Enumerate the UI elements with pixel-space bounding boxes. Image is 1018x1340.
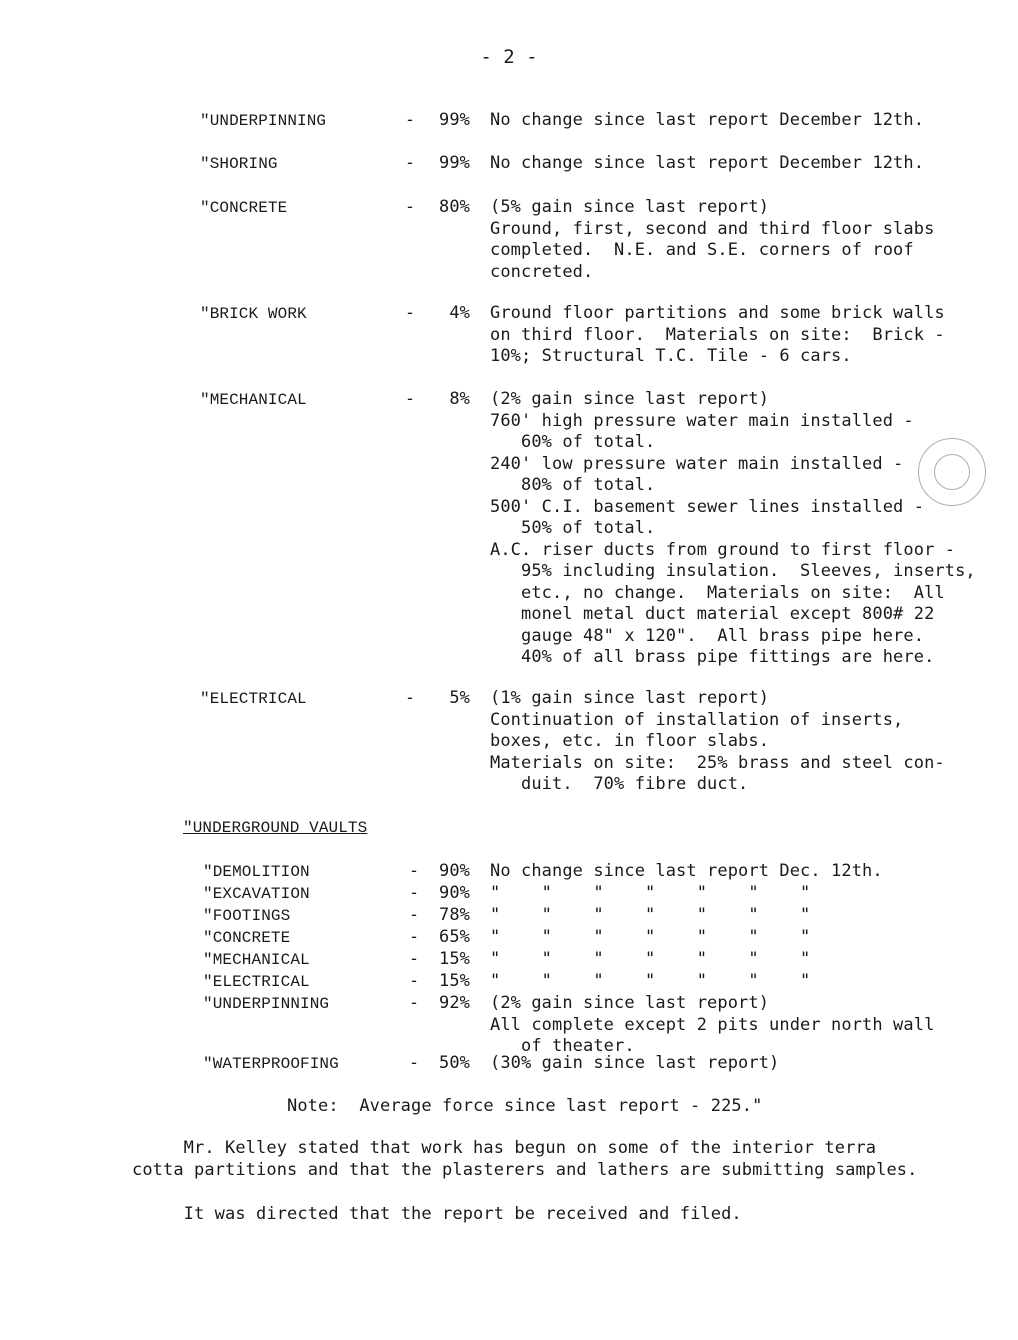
- item-description-line: No change since last report December 12th.: [490, 110, 925, 130]
- item-dash: -: [404, 389, 416, 409]
- item-description-line: completed. N.E. and S.E. corners of roof: [490, 240, 914, 260]
- item-dash: -: [404, 197, 416, 217]
- item-description-line: " " " " " " ": [490, 971, 811, 991]
- item-dash: -: [408, 949, 420, 969]
- item-percent: 50%: [438, 1053, 470, 1073]
- item-description-line: Continuation of installation of inserts,: [490, 709, 904, 730]
- item-description-line: (2% gain since last report): [490, 993, 770, 1013]
- item-percent: 8%: [449, 389, 470, 409]
- item-description-line: 40% of all brass pipe fittings are here.: [490, 647, 935, 667]
- item-dash: -: [408, 861, 420, 881]
- item-description-line: Ground floor partitions and some brick walls: [490, 303, 945, 323]
- item-dash: -: [404, 688, 416, 708]
- item-description-line: 80% of total.: [490, 475, 656, 495]
- note-line: Note: Average force since last report - 225.": [287, 1096, 763, 1116]
- item-description-line: gauge 48" x 120". All brass pipe here.: [490, 625, 925, 646]
- item-description-line: (5% gain since last report): [490, 197, 770, 217]
- item-description-line: All complete except 2 pits under north wall: [490, 1014, 935, 1035]
- item-dash: -: [408, 1053, 420, 1073]
- item-description-line: " " " " " " ": [490, 905, 811, 925]
- item-description-line: Ground, first, second and third floor slabs: [490, 218, 935, 239]
- item-description-line: concreted.: [490, 261, 594, 282]
- item-description-line: 240' low pressure water main installed -: [490, 453, 904, 474]
- item-label: "FOOTINGS: [203, 907, 291, 925]
- item-description-line: of theater.: [490, 1036, 635, 1056]
- item-dash: -: [408, 971, 420, 991]
- item-description-line: (2% gain since last report): [490, 389, 770, 409]
- item-label: "CONCRETE: [200, 199, 288, 217]
- item-description-line: etc., no change. Materials on site: All: [490, 582, 945, 603]
- item-description-line: on third floor. Materials on site: Brick -: [490, 324, 945, 345]
- item-percent: 90%: [438, 861, 470, 881]
- paragraph-1-line-2: cotta partitions and that the plasterers and lathers are submitting samples.: [132, 1160, 918, 1180]
- item-percent: 92%: [438, 993, 470, 1013]
- item-description-line: (1% gain since last report): [490, 688, 770, 708]
- paragraph-2: It was directed that the report be received and filed.: [132, 1204, 742, 1224]
- item-description-line: monel metal duct material except 800# 22: [490, 604, 935, 624]
- item-description-line: 10%; Structural T.C. Tile - 6 cars.: [490, 346, 852, 366]
- item-description-line: No change since last report Dec. 12th.: [490, 861, 883, 881]
- item-percent: 5%: [449, 688, 470, 708]
- item-label: "UNDERPINNING: [200, 112, 327, 130]
- item-dash: -: [408, 993, 420, 1013]
- item-description-line: " " " " " " ": [490, 883, 811, 903]
- item-percent: 99%: [438, 153, 470, 173]
- stamp-inner-ring: [927, 447, 978, 498]
- item-description-line: " " " " " " ": [490, 949, 811, 969]
- item-percent: 15%: [438, 949, 470, 969]
- item-dash: -: [408, 905, 420, 925]
- item-dash: -: [408, 927, 420, 947]
- item-description-line: 50% of total.: [490, 518, 656, 538]
- item-label: "MECHANICAL: [200, 391, 307, 409]
- item-label: "CONCRETE: [203, 929, 291, 947]
- item-description-line: duit. 70% fibre duct.: [490, 774, 749, 794]
- item-label: "ELECTRICAL: [203, 973, 310, 991]
- item-description-line: 95% including insulation. Sleeves, inserts,: [490, 561, 976, 581]
- item-label: "UNDERPINNING: [203, 995, 330, 1013]
- item-label: "SHORING: [200, 155, 278, 173]
- item-description-line: 500' C.I. basement sewer lines installed -: [490, 496, 925, 517]
- item-description-line: (30% gain since last report): [490, 1053, 780, 1073]
- item-label: "BRICK WORK: [200, 305, 307, 323]
- item-dash: -: [408, 883, 420, 903]
- item-label: "EXCAVATION: [203, 885, 310, 903]
- item-description-line: 760' high pressure water main installed -: [490, 410, 914, 431]
- item-label: "MECHANICAL: [203, 951, 310, 969]
- item-percent: 65%: [438, 927, 470, 947]
- paragraph-1-line-1: Mr. Kelley stated that work has begun on some of the interior terra: [132, 1138, 877, 1158]
- item-description-line: No change since last report December 12th.: [490, 153, 925, 173]
- item-dash: -: [404, 303, 416, 323]
- item-description-line: Materials on site: 25% brass and steel con-: [490, 752, 945, 773]
- item-percent: 78%: [438, 905, 470, 925]
- item-description-line: " " " " " " ": [490, 927, 811, 947]
- item-label: "ELECTRICAL: [200, 690, 307, 708]
- item-percent: 15%: [438, 971, 470, 991]
- item-dash: -: [404, 110, 416, 130]
- item-label: "WATERPROOFING: [203, 1055, 339, 1073]
- page-number: - 2 -: [480, 46, 538, 68]
- item-percent: 80%: [438, 197, 470, 217]
- item-percent: 90%: [438, 883, 470, 903]
- item-label: "DEMOLITION: [203, 863, 310, 881]
- item-dash: -: [404, 153, 416, 173]
- vaults-heading: "UNDERGROUND VAULTS: [183, 819, 368, 837]
- item-percent: 99%: [438, 110, 470, 130]
- item-percent: 4%: [449, 303, 470, 323]
- item-description-line: boxes, etc. in floor slabs.: [490, 731, 770, 751]
- item-description-line: 60% of total.: [490, 432, 656, 452]
- item-description-line: A.C. riser ducts from ground to first floor -: [490, 539, 956, 560]
